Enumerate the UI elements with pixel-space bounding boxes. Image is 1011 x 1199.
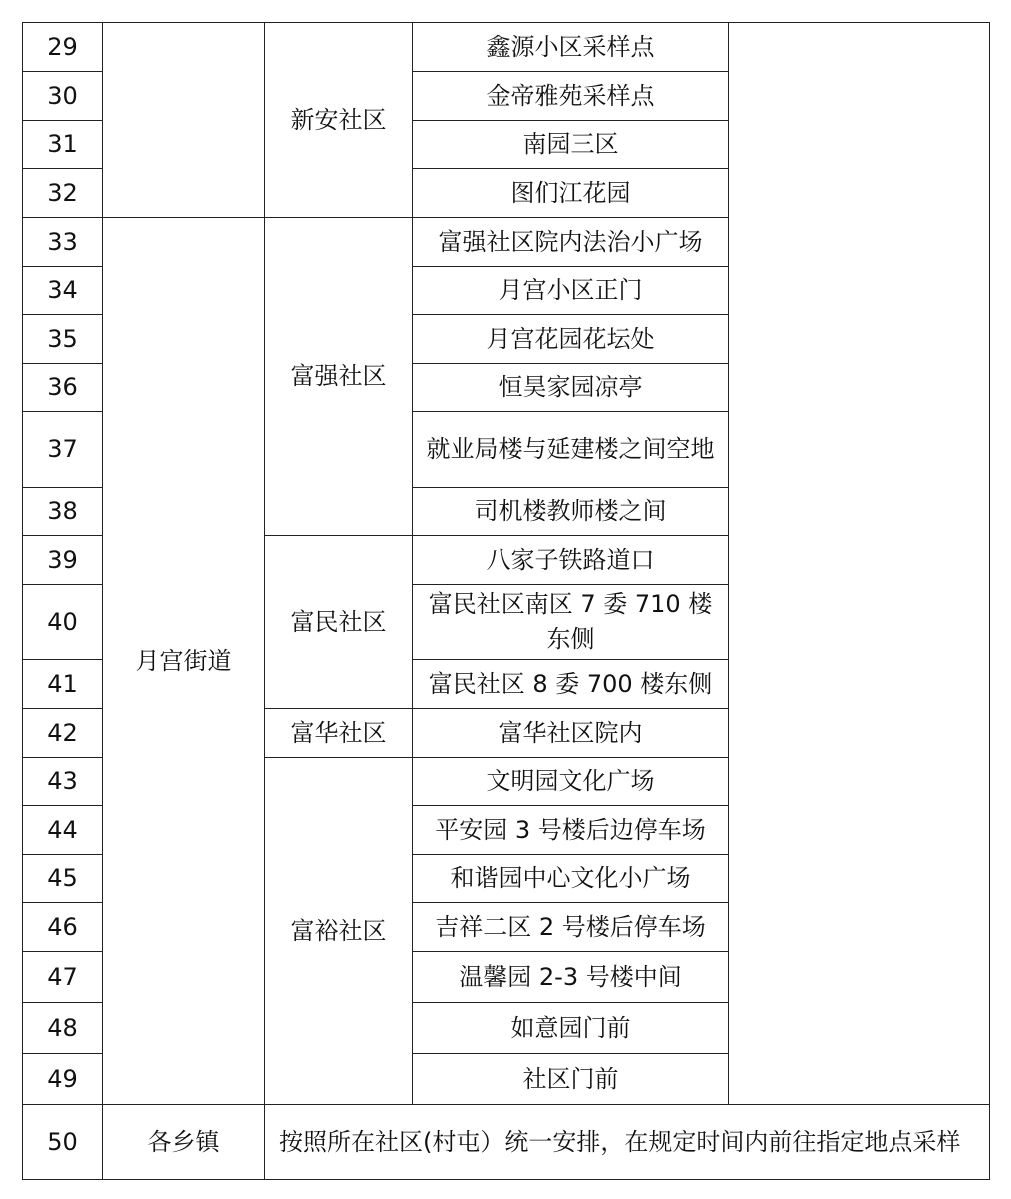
row-number: 35 bbox=[23, 315, 103, 364]
row-number: 45 bbox=[23, 855, 103, 903]
site-name: 如意园门前 bbox=[413, 1003, 729, 1054]
row-number: 47 bbox=[23, 952, 103, 1003]
row-number: 41 bbox=[23, 660, 103, 709]
row-number: 44 bbox=[23, 806, 103, 855]
towns-sampling-note: 按照所在社区(村屯）统一安排，在规定时间内前往指定地点采样 bbox=[265, 1105, 990, 1180]
table-row bbox=[23, 23, 990, 72]
community-cell-fumin: 富民社区 bbox=[265, 536, 413, 709]
remarks-column-empty bbox=[729, 23, 990, 1105]
row-number: 29 bbox=[23, 23, 103, 72]
row-number: 31 bbox=[23, 121, 103, 169]
table-row bbox=[23, 1105, 990, 1180]
row-number: 40 bbox=[23, 585, 103, 660]
row-number: 38 bbox=[23, 488, 103, 536]
row-number: 30 bbox=[23, 72, 103, 121]
site-name: 富民社区南区 7 委 710 楼东侧 bbox=[413, 585, 729, 660]
street-cell-towns: 各乡镇 bbox=[103, 1105, 265, 1180]
row-number: 36 bbox=[23, 364, 103, 412]
street-cell-yuegong: 月宫街道 bbox=[103, 218, 265, 1105]
site-name: 富华社区院内 bbox=[413, 709, 729, 758]
row-number: 37 bbox=[23, 412, 103, 488]
site-name: 恒昊家园凉亭 bbox=[413, 364, 729, 412]
site-name: 文明园文化广场 bbox=[413, 758, 729, 806]
row-number: 43 bbox=[23, 758, 103, 806]
site-name: 平安园 3 号楼后边停车场 bbox=[413, 806, 729, 855]
site-name: 八家子铁路道口 bbox=[413, 536, 729, 585]
site-name: 富民社区 8 委 700 楼东侧 bbox=[413, 660, 729, 709]
community-cell-xinan: 新安社区 bbox=[265, 23, 413, 218]
site-name: 司机楼教师楼之间 bbox=[413, 488, 729, 536]
site-name: 月宫花园花坛处 bbox=[413, 315, 729, 364]
street-cell-empty bbox=[103, 23, 265, 218]
site-name: 图们江花园 bbox=[413, 169, 729, 218]
site-name: 月宫小区正门 bbox=[413, 267, 729, 315]
community-cell-fuyu: 富裕社区 bbox=[265, 758, 413, 1105]
site-name: 南园三区 bbox=[413, 121, 729, 169]
row-number: 32 bbox=[23, 169, 103, 218]
site-name: 鑫源小区采样点 bbox=[413, 23, 729, 72]
row-number: 39 bbox=[23, 536, 103, 585]
site-name: 富强社区院内法治小广场 bbox=[413, 218, 729, 267]
row-number: 46 bbox=[23, 903, 103, 952]
site-name: 温馨园 2-3 号楼中间 bbox=[413, 952, 729, 1003]
site-name: 就业局楼与延建楼之间空地 bbox=[413, 412, 729, 488]
sampling-site-table bbox=[22, 22, 990, 1180]
community-cell-fuhua: 富华社区 bbox=[265, 709, 413, 758]
row-number: 34 bbox=[23, 267, 103, 315]
site-name: 社区门前 bbox=[413, 1054, 729, 1105]
row-number: 42 bbox=[23, 709, 103, 758]
row-number: 48 bbox=[23, 1003, 103, 1054]
community-cell-fuqiang: 富强社区 bbox=[265, 218, 413, 536]
row-number: 49 bbox=[23, 1054, 103, 1105]
row-number: 33 bbox=[23, 218, 103, 267]
site-name: 吉祥二区 2 号楼后停车场 bbox=[413, 903, 729, 952]
site-name: 和谐园中心文化小广场 bbox=[413, 855, 729, 903]
site-name: 金帝雅苑采样点 bbox=[413, 72, 729, 121]
row-number: 50 bbox=[23, 1105, 103, 1180]
